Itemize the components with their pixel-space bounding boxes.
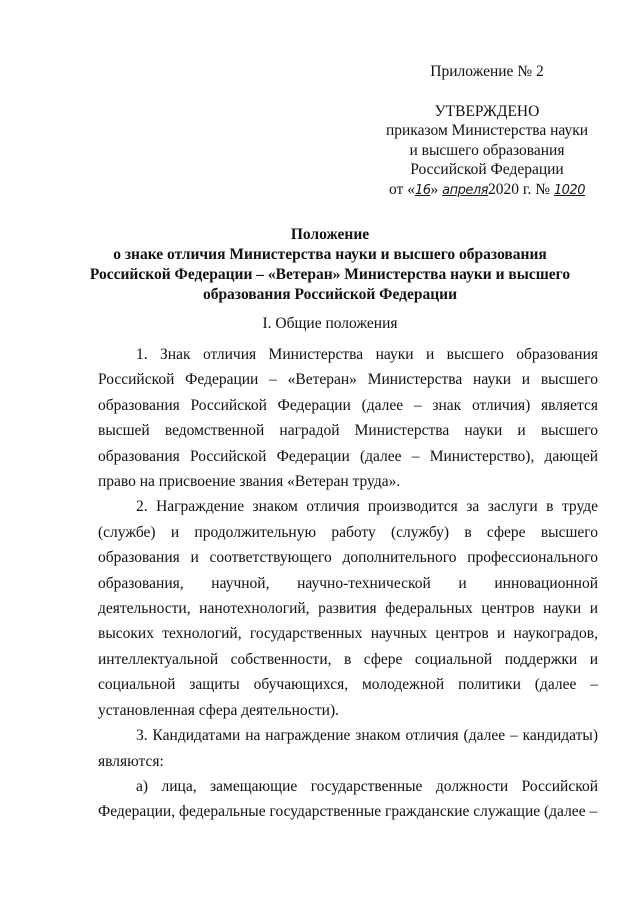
title-line-3: Российской Федерации – «Ветеран» Министерства науки и высшего bbox=[89, 266, 571, 283]
date-month-handwritten: апреля bbox=[442, 182, 488, 198]
paragraph-4: а) лица, замещающие государственные должности Российской Федерации, федеральные государственные гражданские служащие (далее – bbox=[98, 777, 598, 821]
order-number-handwritten: 1020 bbox=[553, 182, 585, 198]
document-title bbox=[60, 225, 600, 305]
date-day-handwritten: 16 bbox=[414, 182, 431, 198]
title-line-1: Положение bbox=[290, 226, 370, 243]
document-body bbox=[98, 342, 598, 825]
appendix-label: Приложение № 2 bbox=[430, 63, 544, 80]
date-mid: » bbox=[430, 180, 443, 198]
approval-line-1: приказом Министерства науки bbox=[385, 122, 589, 139]
approval-date-line bbox=[372, 180, 602, 201]
approved-label: УТВЕРЖДЕНО bbox=[434, 102, 540, 120]
title-line-4: образования Российской Федерации bbox=[202, 286, 458, 303]
date-year: 2020 г. № bbox=[487, 180, 554, 198]
approval-line-3: Российской Федерации bbox=[410, 161, 564, 178]
paragraph-3: 3. Кандидатами на награждение знаком отличия (далее – кандидаты) являются: bbox=[98, 727, 598, 770]
title-line-2: о знаке отличия Министерства науки и высшего образования bbox=[113, 246, 547, 263]
section-heading: I. Общие положения bbox=[262, 315, 398, 332]
approval-line-2: и высшего образования bbox=[409, 141, 565, 159]
paragraph-1: 1. Знак отличия Министерства науки и высшего образования Российской Федерации – «Ветеран» Министерства науки и высшего образования Российской Федерации (далее – знак отличия) является высшей ведомственной наградой Министерства науки и высшего образования Российской Федерации (далее – Министерство), дающей право на присвоение звания «Ветеран труда». bbox=[98, 346, 598, 491]
paragraph-2: 2. Награждение знаком отличия производится за заслуги в труде (службе) и продолжительную работу (службу) в сфере высшего образования и соответствующего дополнительного профессионального образования, научной, научно-технической и инновационной деятельности, нанотехнологий, развития федеральных центров науки и высоких технологий, государственных научных центров и наукоградов, интеллектуальной собственности, в сфере социальной поддержки и социальной защиты обучающихся, молодежной политики (далее – установленная сфера деятельности). bbox=[98, 498, 598, 719]
approval-block bbox=[372, 62, 602, 200]
date-prefix: от « bbox=[389, 180, 415, 198]
